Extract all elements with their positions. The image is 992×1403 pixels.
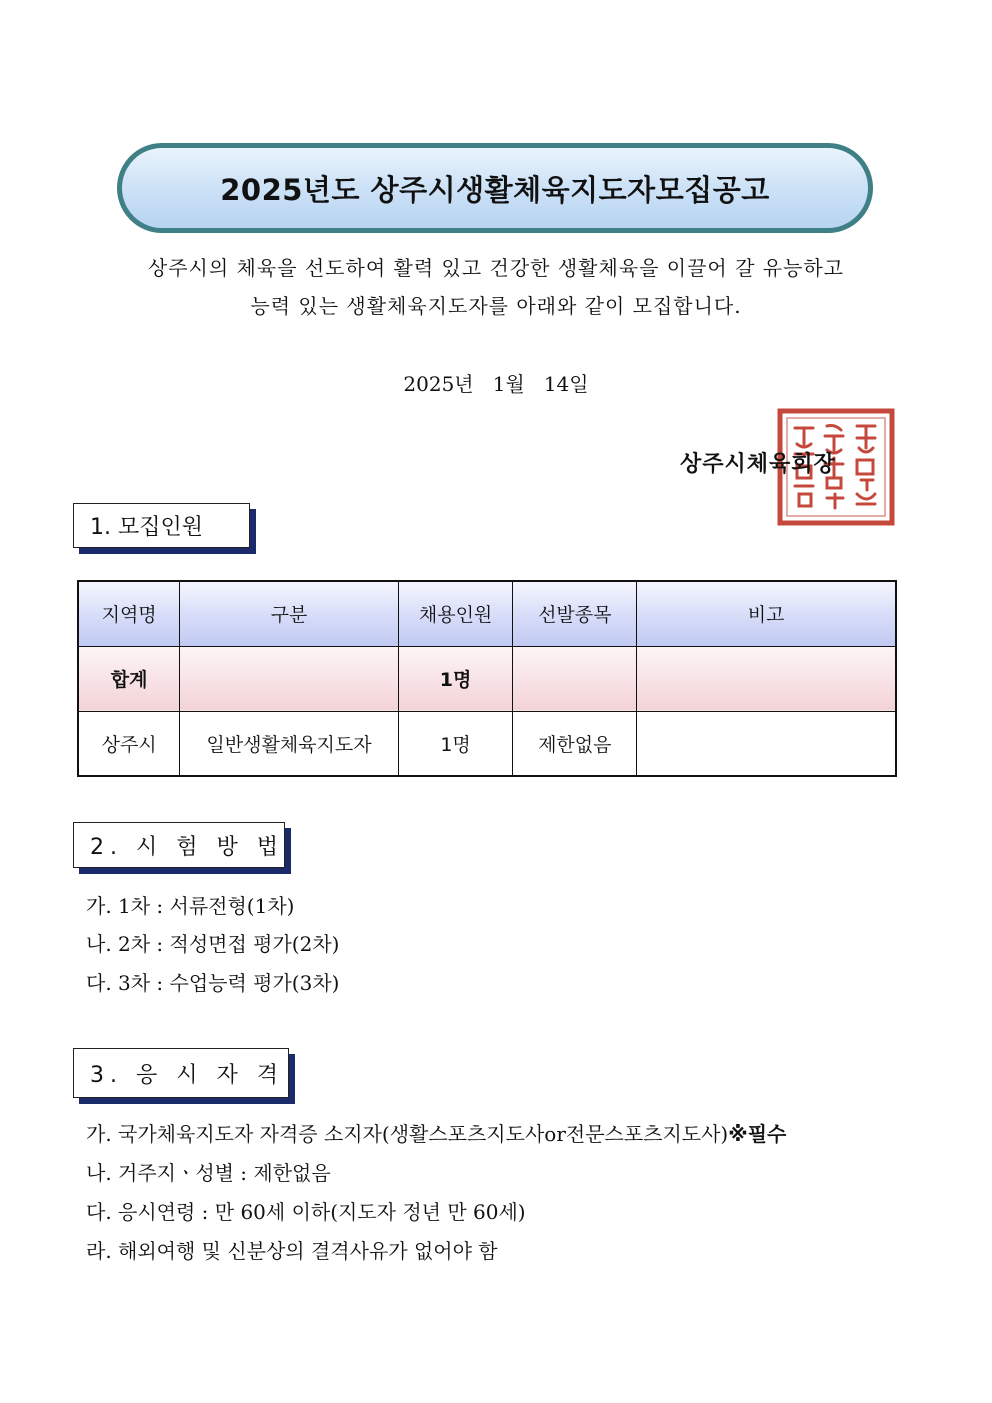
list-item: 라. 해외여행 및 신분상의 결격사유가 없어야 함 <box>86 1239 498 1263</box>
list-item: 가. 1차 : 서류전형(1차) <box>86 894 295 918</box>
announcement-date: 2025년 1월 14일 <box>403 372 589 396</box>
intro-line-1: 상주시의 체육을 선도하여 활력 있고 건강한 생활체육을 이끌어 갈 유능하고 <box>147 256 845 280</box>
eligibility-text: 가. 국가체육지도자 자격증 소지자(생활스포츠지도사or전문스포츠지도사) <box>86 1122 729 1146</box>
cell-region: 상주시 <box>78 711 180 776</box>
header-headcount: 채용인원 <box>398 581 513 646</box>
table-row-total <box>78 646 896 711</box>
cell-total-category <box>180 646 398 711</box>
cell-total-label: 합계 <box>78 646 180 711</box>
recruitment-table <box>77 580 897 777</box>
table-row <box>78 711 896 776</box>
cell-category: 일반생활체육지도자 <box>180 711 398 776</box>
header-remarks: 비고 <box>637 581 896 646</box>
list-item: 나. 거주지ㆍ성별 : 제한없음 <box>86 1161 331 1185</box>
section-heading-recruitment: 1. 모집인원 <box>73 503 250 548</box>
page-title: 2025년도 상주시생활체육지도자모집공고 <box>220 172 770 207</box>
cell-headcount: 1명 <box>398 711 513 776</box>
list-item: 나. 2차 : 적성면접 평가(2차) <box>86 932 340 956</box>
section-heading-exam-method: 2. 시 험 방 법 <box>73 822 285 868</box>
cell-remarks <box>637 711 896 776</box>
cell-sport: 제한없음 <box>513 711 637 776</box>
cell-total-headcount: 1명 <box>398 646 513 711</box>
signer-name: 상주시체육회장 <box>680 452 836 477</box>
list-item: 다. 3차 : 수업능력 평가(3차) <box>86 971 340 995</box>
title-banner <box>117 143 873 233</box>
required-mark: ※필수 <box>728 1122 787 1146</box>
cell-total-remarks <box>637 646 896 711</box>
section-heading-eligibility: 3. 응 시 자 격 <box>73 1048 289 1098</box>
intro-line-2: 능력 있는 생활체육지도자를 아래와 같이 모집합니다. <box>250 294 742 318</box>
cell-total-sport <box>513 646 637 711</box>
header-category: 구분 <box>180 581 398 646</box>
list-item: 다. 응시연령 : 만 60세 이하(지도자 정년 만 60세) <box>86 1200 526 1224</box>
header-sport: 선발종목 <box>513 581 637 646</box>
header-region: 지역명 <box>78 581 180 646</box>
list-item <box>86 1118 786 1147</box>
table-header-row <box>78 581 896 646</box>
